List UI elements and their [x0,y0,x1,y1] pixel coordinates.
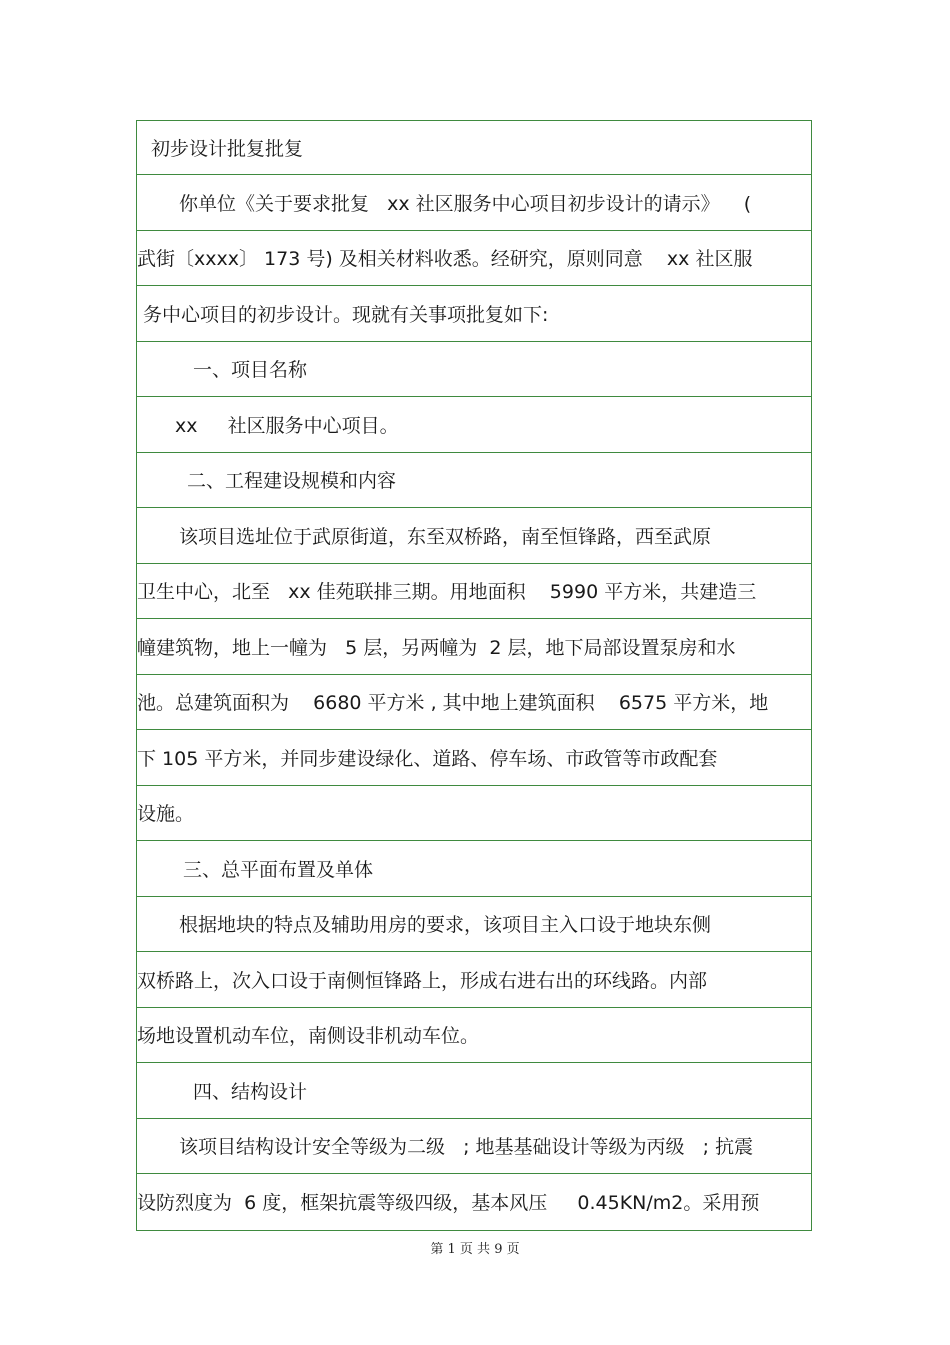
text-row: 设施。 [137,786,811,842]
text-row: 该项目结构设计安全等级为二级 ; 地基基础设计等级为丙级 ; 抗震 [137,1119,811,1175]
text-row: 双桥路上，次入口设于南侧恒锋路上，形成右进右出的环线路。内部 [137,952,811,1008]
text-row: 该项目选址位于武原街道，东至双桥路，南至恒锋路，西至武原 [137,508,811,564]
text-row: 二、工程建设规模和内容 [137,453,811,509]
text-row: xx 社区服务中心项目。 [137,397,811,453]
text-row: 一、项目名称 [137,342,811,398]
text-row: 武街〔xxxx〕 173 号) 及相关材料收悉。经研究，原则同意 xx 社区服 [137,231,811,287]
text-row: 四、结构设计 [137,1063,811,1119]
text-row: 场地设置机动车位，南侧设非机动车位。 [137,1008,811,1064]
text-row: 根据地块的特点及辅助用房的要求，该项目主入口设于地块东侧 [137,897,811,953]
text-row: 池。总建筑面积为 6680 平方米 , 其中地上建筑面积 6575 平方米，地 [137,675,811,731]
text-row: 幢建筑物，地上一幢为 5 层，另两幢为 2 层，地下局部设置泵房和水 [137,619,811,675]
document-title: 初步设计批复批复 [137,121,811,175]
document-table [136,120,812,1231]
text-row: 下 105 平方米，并同步建设绿化、道路、停车场、市政管等市政配套 [137,730,811,786]
text-row: 你单位《关于要求批复 xx 社区服务中心项目初步设计的请示》 ( [137,175,811,231]
text-row: 卫生中心，北至 xx 佳苑联排三期。用地面积 5990 平方米，共建造三 [137,564,811,620]
text-row: 三、总平面布置及单体 [137,841,811,897]
page-footer: 第 1 页 共 9 页 [430,1242,520,1257]
text-row: 务中心项目的初步设计。现就有关事项批复如下: [137,286,811,342]
text-row: 设防烈度为 6 度，框架抗震等级四级，基本风压 0.45KN/m2。采用预 [137,1192,760,1215]
